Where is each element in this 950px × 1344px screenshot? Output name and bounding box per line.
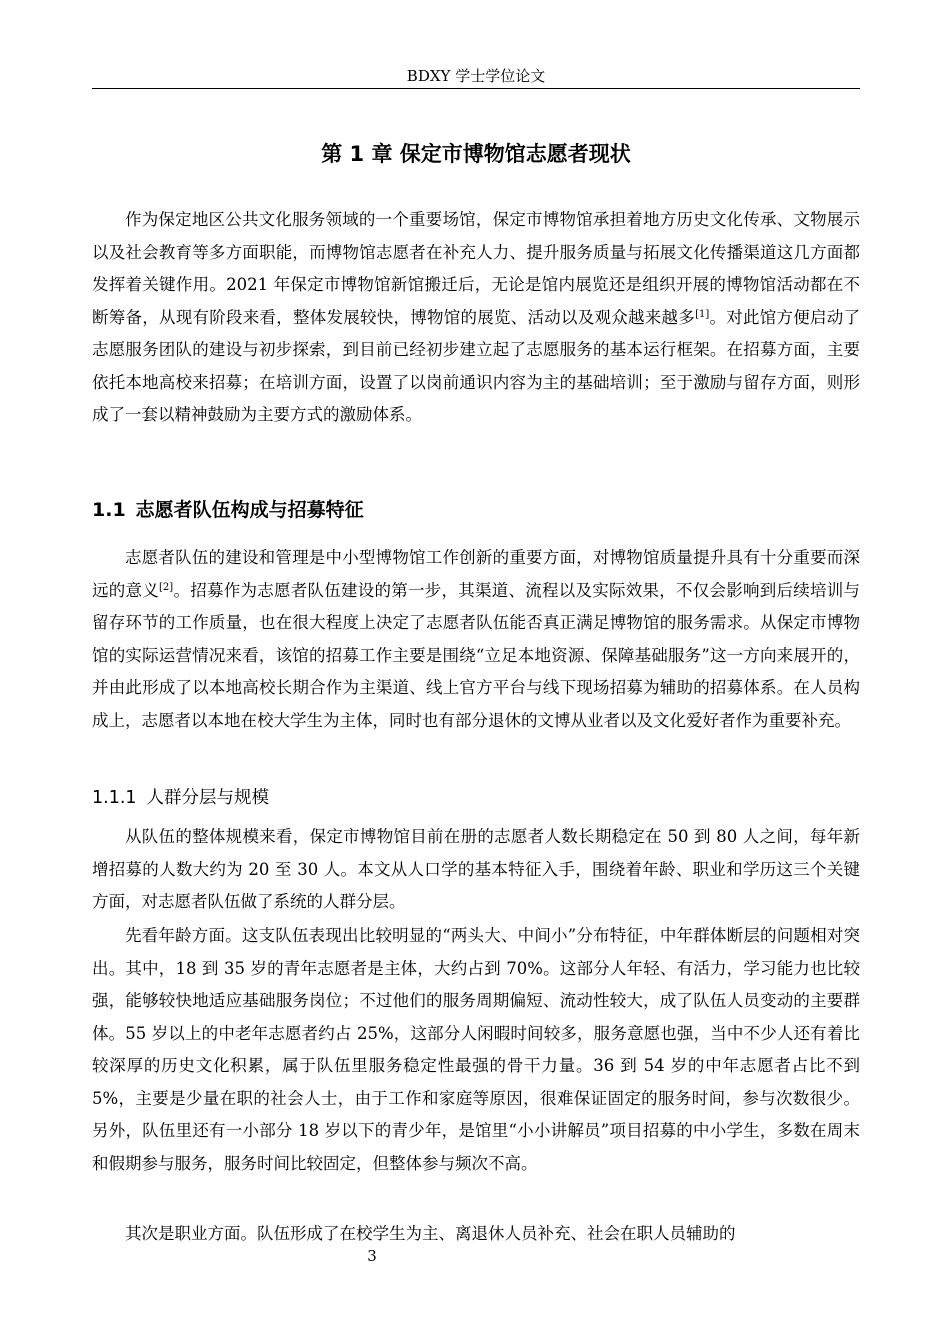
- section-1-1-paragraph: [92, 542, 860, 737]
- section-1-1-text-a: 志愿者队伍的建设和管理是中小型博物馆工作创新的重要方面，对博物馆质量提升具有十分重要而深远的意义: [92, 548, 860, 600]
- subsection-title: 人群分层与规模: [146, 788, 270, 808]
- occupation-paragraph: 其次是职业方面。队伍形成了在校学生为主、离退休人员补充、社会在职人员辅助的: [125, 1224, 736, 1243]
- section-heading-1-1: [92, 497, 364, 523]
- scale-paragraph: 从队伍的整体规模来看，保定市博物馆目前在册的志愿者人数长期稳定在 50 到 80 人之间，每年新增招募的人数大约为 20 至 30 人。本文从人口学的基本特征入手，围绕着年龄、职业和学历这三个关键方面，对志愿者队伍做了系统的人群分层。: [92, 827, 860, 911]
- intro-paragraph: [92, 204, 860, 432]
- section-title: 志愿者队伍构成与招募特征: [135, 499, 364, 521]
- intro-text-b: 。对此馆方便启动了志愿服务团队的建设与初步探索，到目前已经初步建立起了志愿服务的基本运行框架。在招募方面，主要依托本地高校来招募；在培训方面，设置了以岗前通识内容为主的基础培训；至于激励与留存方面，则形成了一套以精神鼓励为主要方式的激励体系。: [92, 307, 861, 424]
- citation-ref-2: [2]: [159, 581, 174, 593]
- page-number: 3: [367, 1247, 377, 1265]
- subsection-heading-1-1-1: [92, 786, 269, 810]
- age-paragraph: 先看年龄方面。这支队伍表现出比较明显的“两头大、中间小”分布特征，中年群体断层的问题相对突出。其中，18 到 35 岁的青年志愿者是主体，大约占到 70%。这部分人年轻、有活力，学习能力也比较强，能够较快地适应基础服务岗位；不过他们的服务周期偏短、流动性较大，成了队伍人员变动的主要群体。55 岁以上的中老年志愿者约占 25%，这部分人闲暇时间较多，服务意愿也强，当中不少人还有着比较深厚的历史文化积累，属于队伍里服务稳定性最强的骨干力量。36 到 54 岁的中年志愿者占比不到 5%，主要是少量在职的社会人士，由于工作和家庭等原因，很难保证固定的服务时间，参与次数很少。另外，队伍里还有一小部分 18 岁以下的青少年，是馆里“小小讲解员”项目招募的中小学生，多数在周末和假期参与服务，服务时间比较固定，但整体参与频次不高。: [92, 926, 860, 1173]
- citation-ref-1: [1]: [695, 308, 710, 320]
- chapter-title: 第 1 章 保定市博物馆志愿者现状: [321, 142, 631, 166]
- page-header: BDXY 学士学位论文: [92, 66, 860, 89]
- intro-text-a: 作为保定地区公共文化服务领域的一个重要场馆，保定市博物馆承担着地方历史文化传承、文物展示以及社会教育等多方面职能，而博物馆志愿者在补充人力、提升服务质量与拓展文化传播渠道这几方面都发挥着关键作用。2021 年保定市博物馆新馆搬迁后，无论是馆内展览还是组织开展的博物馆活动都在不断筹备，从现有阶段来看，整体发展较快，博物馆的展览、活动以及观众越来越多: [92, 210, 860, 327]
- section-1-1-text-b: 。招募作为志愿者队伍建设的第一步，其渠道、流程以及实际效果，不仅会影响到后续培训与留存环节的工作质量，也在很大程度上决定了志愿者队伍能否真正满足博物馆的服务需求。从保定市博物馆的实际运营情况来看，该馆的招募工作主要是围绕“立足本地资源、保障基础服务”这一方向来展开的，并由此形成了以本地高校长期合作为主渠道、线上官方平台与线下现场招募为辅助的招募体系。在人员构成上，志愿者以本地在校大学生为主体，同时也有部分退休的文博从业者以及文化爱好者作为重要补充。: [92, 580, 861, 730]
- subsection-number: 1.1.1: [92, 788, 137, 808]
- section-number: 1.1: [92, 499, 126, 521]
